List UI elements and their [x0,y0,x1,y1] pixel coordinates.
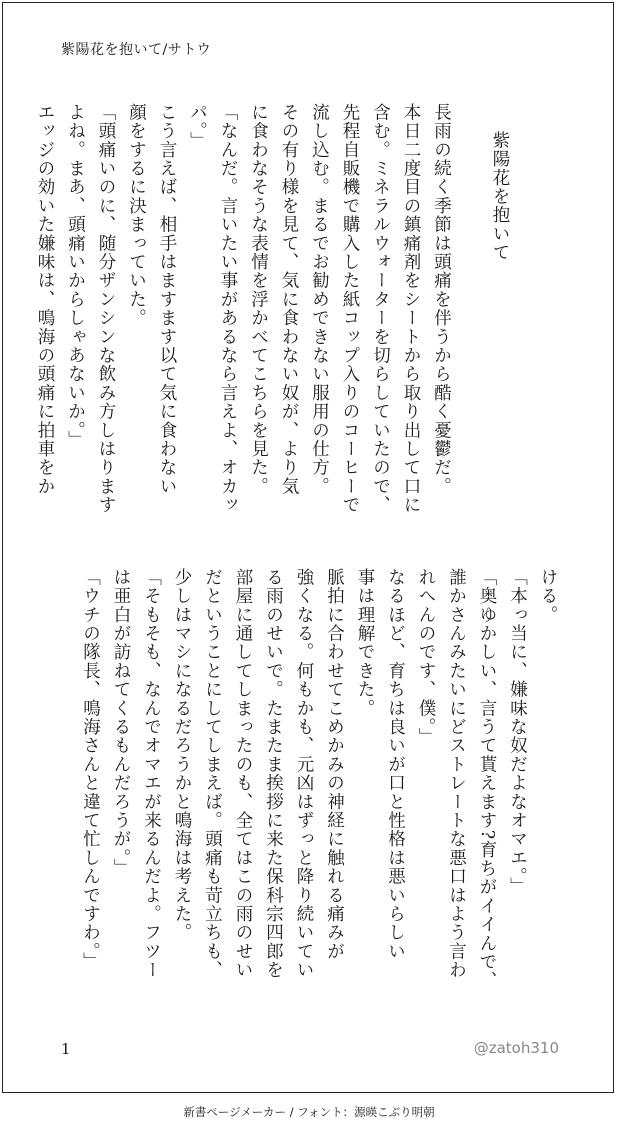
page-number: 1 [61,1040,71,1058]
text-line: 「奥ゆかしい、言うて貰えます?育ちがイイんで、 [477,568,497,990]
text-line: だということにしてしまえば。頭痛も苛立ちも、 [202,568,223,980]
text-line: 「そもそも、なんでオマエが来るんだよ。フツー [141,568,162,980]
text-line: エッジの効いた嫌味は、鳴海の頭痛に拍車をか [35,103,55,496]
text-line: 含む。ミネラルウォーターを切らしていたので、 [370,103,391,515]
footer-credit: 新書ページメーカー / フォント：源暎こぶり明朝 [183,1105,435,1119]
text-line: 少しはマシになるだろうかと鳴海は考えた。 [172,568,192,942]
text-line: 誰かさんみたいにどストレートな悪口はよう言わ [446,568,467,980]
text-line: 顔をするに決まっていた。 [126,103,147,328]
text-line: 「本っ当に、嫌味な奴だよなオマエ。」 [507,568,528,896]
text-line: 部屋に通してしまったのも、全てはこの雨のせい [233,568,253,980]
upper-text-block [35,103,515,533]
text-line: 「ウチの隊長、鳴海さんと違て忙しんですわ。」 [80,568,101,971]
text-line: る雨のせいで。たまたま挨拶に来た保科宗四郎を [263,568,284,980]
text-line: なるほど、育ちは良いが口と性格は悪いらしい [385,568,406,961]
text-line: れへんのです、僕。」 [416,568,436,747]
text-line: 流し込む。まるでお勧めできない服用の仕方。 [309,103,330,496]
text-line: は亜白が訪ねてくるもんだろうが。」 [111,568,131,878]
running-header: 紫陽花を抱いて/サトウ [61,42,212,58]
text-line: 長雨の続く季節は頭痛を伴うから酷く憂鬱だ。 [431,103,452,496]
lower-text-block [63,568,563,998]
text-line: こう言えば、相手はますます以て気に食わない [157,103,177,496]
text-line: に食わなそうな表情を浮かべてこちらを見た。 [248,103,269,496]
book-page [2,2,614,1093]
text-line: 「なんだ。言いたい事があるなら言えよ、オカッ [218,103,238,515]
text-line: 脈拍に合わせてこめかみの神経に触れる痛みが [324,568,345,961]
text-line: パ。」 [187,103,208,151]
text-line: ける。 [538,568,558,625]
story-title: 紫陽花を抱いて [490,131,510,262]
text-line: 事は理解できた。 [355,568,375,718]
text-line: 本日二度目の鎮痛剤をシートから取り出して口に [401,103,421,515]
text-line: その有り様を見て、気に食わない奴が、より気 [279,103,299,496]
text-line: 先程自販機で購入した紙コップ入りのコーヒーで [340,103,360,515]
text-line: 「頭痛いのに、随分ザンシンな飲み方しはります [96,103,116,515]
author-handle: @zatoh310 [473,1039,559,1057]
text-line: 強くなる。何もかも、元凶はずっと降り続いてい [294,568,314,980]
text-line: よね。まあ、頭痛いからしゃあないか。」 [65,103,86,450]
